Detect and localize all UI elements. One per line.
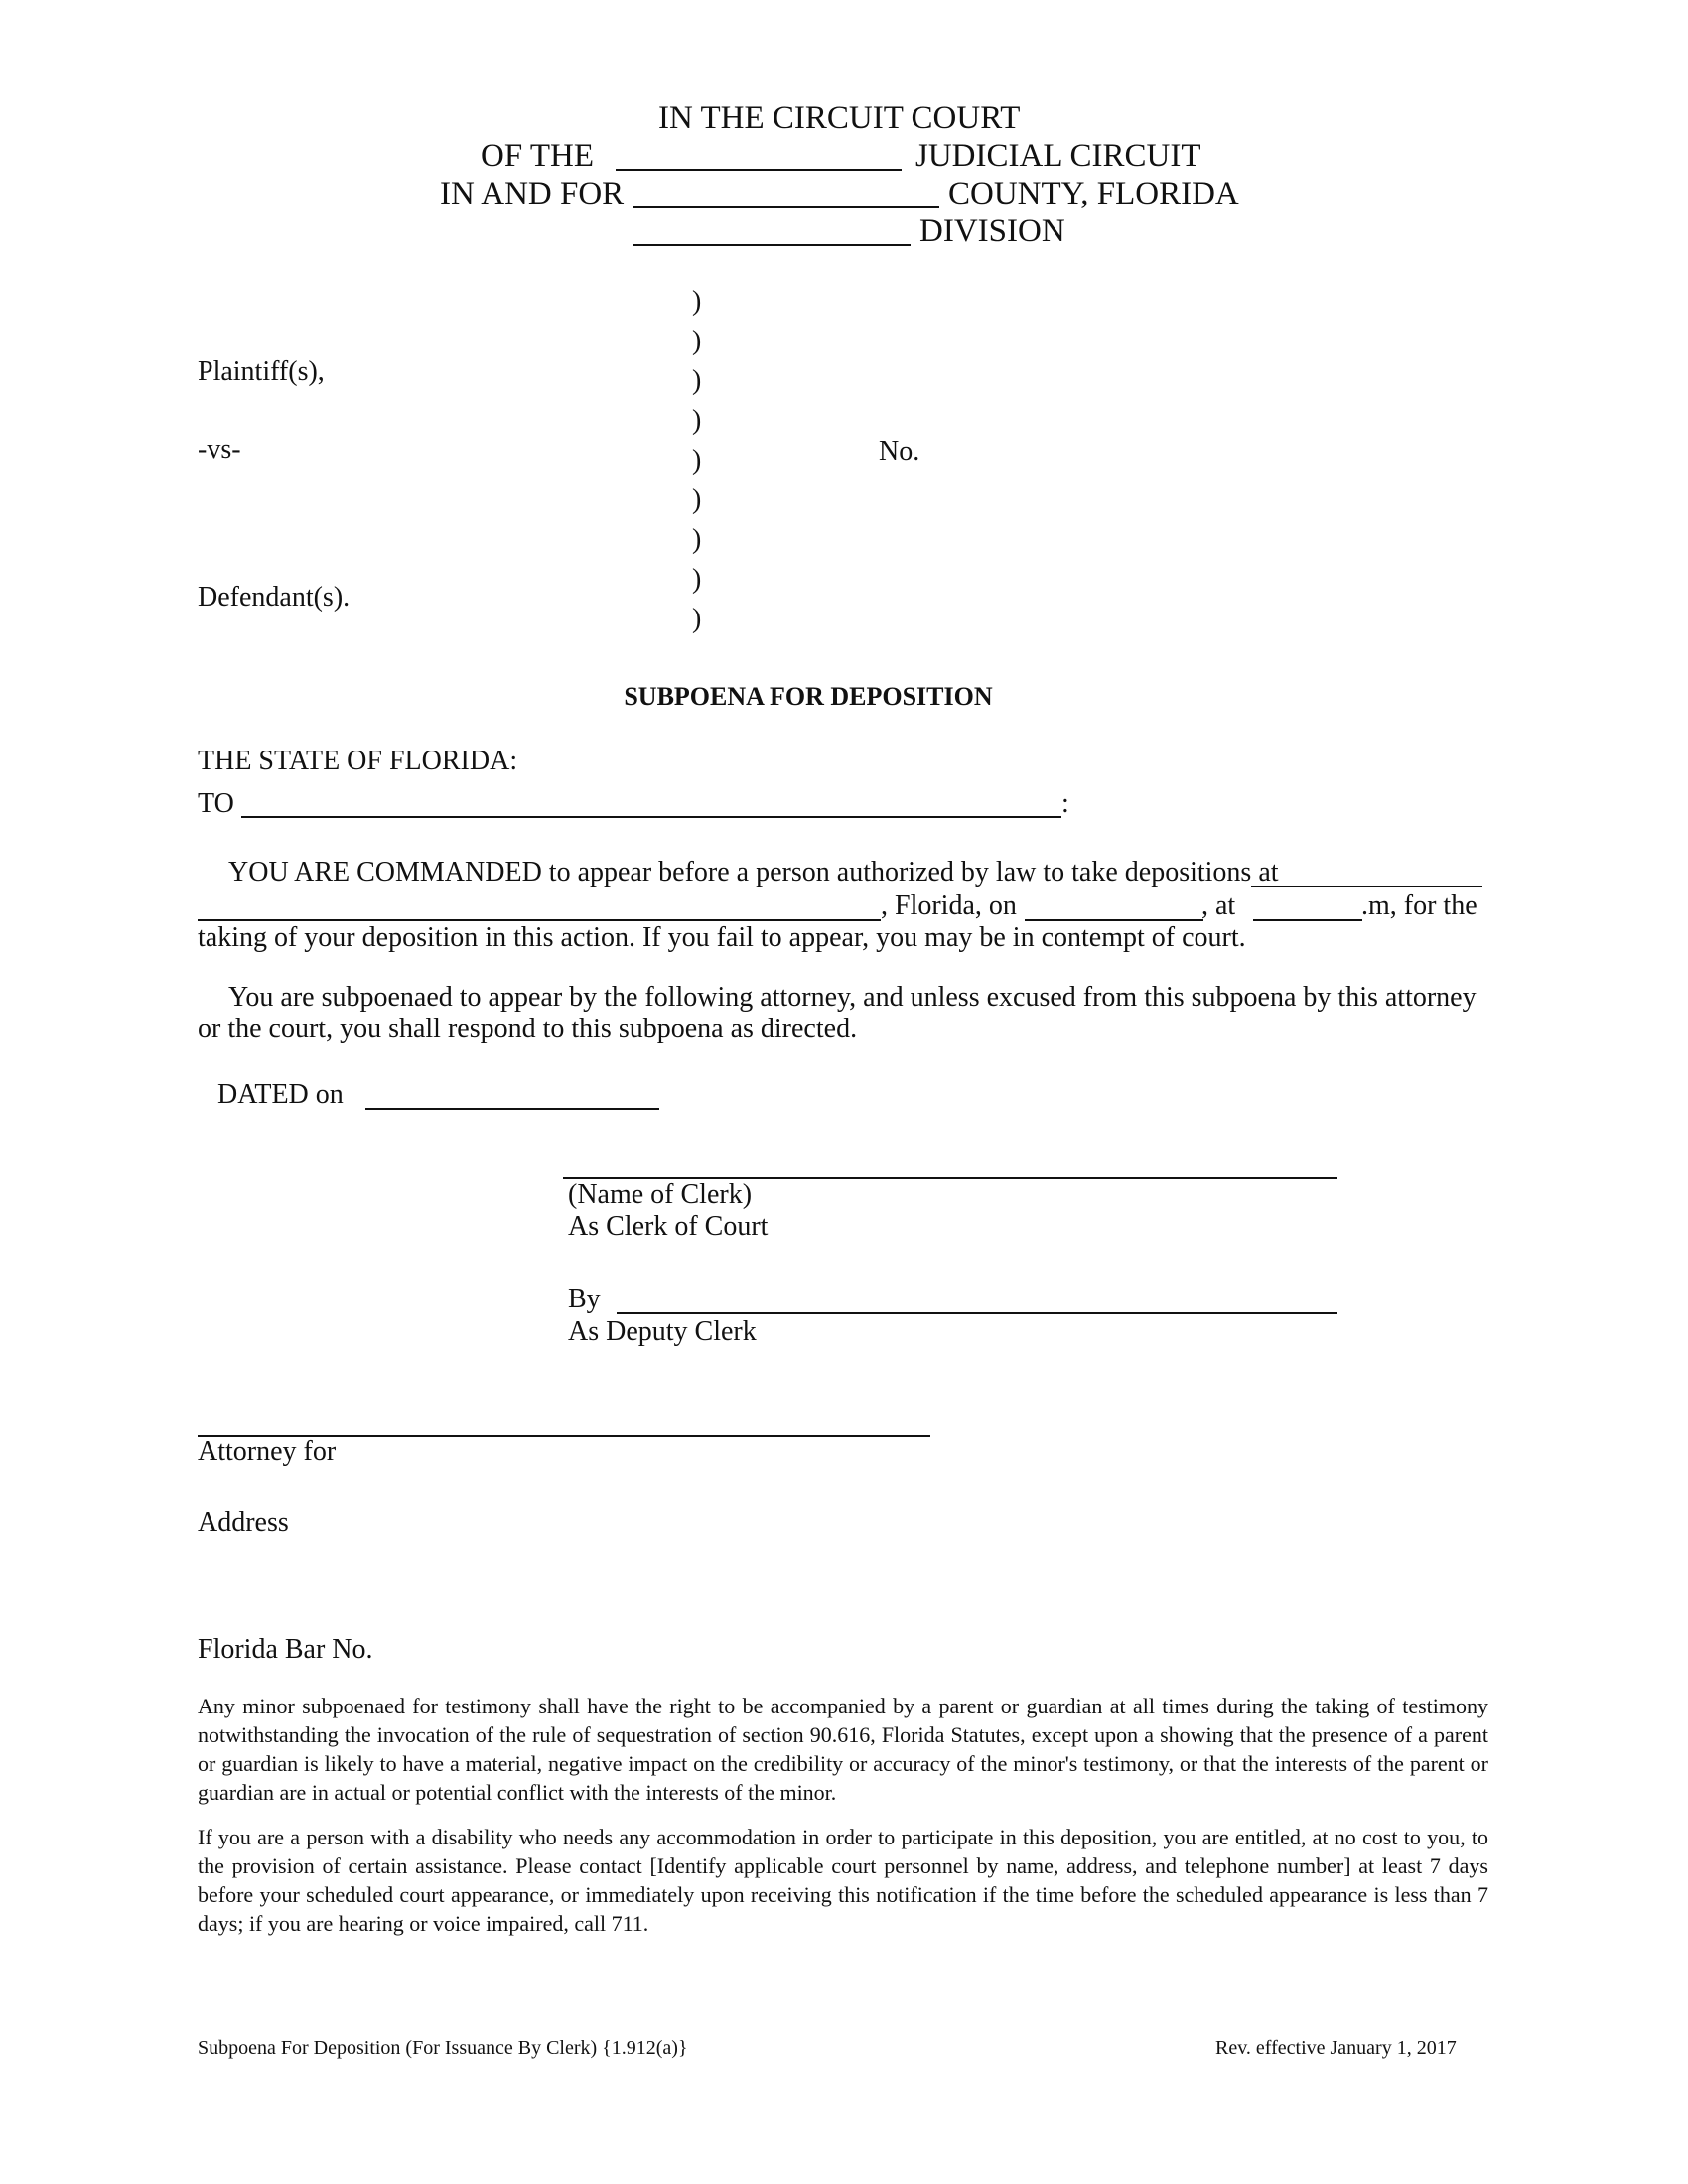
circuit-blank[interactable] xyxy=(616,169,902,171)
florida-on-text: , Florida, on xyxy=(881,890,1017,921)
court-title: IN THE CIRCUIT COURT xyxy=(658,100,1021,136)
subpoenaed-line-1: You are subpoenaed to appear by the following attorney, and unless excused from this subpoena by this attorney xyxy=(228,982,1477,1013)
caption-paren: ) xyxy=(692,445,702,476)
to-label: TO xyxy=(198,788,234,819)
attorney-for-label: Attorney for xyxy=(198,1436,337,1467)
deposition-location-blank[interactable] xyxy=(1251,886,1482,887)
state-line: THE STATE OF FLORIDA: xyxy=(198,746,518,776)
division-blank[interactable] xyxy=(633,244,911,246)
county-prefix: IN AND FOR xyxy=(440,176,625,211)
to-colon: : xyxy=(1061,788,1069,819)
footer-revision: Rev. effective January 1, 2017 xyxy=(1215,2037,1457,2059)
caption-paren: ) xyxy=(692,286,702,317)
county-blank[interactable] xyxy=(633,206,939,208)
command-line-1: YOU ARE COMMANDED to appear before a person authorized by law to take depositions at xyxy=(228,857,1279,887)
m-for-the-text: .m, for the xyxy=(1361,890,1477,921)
bar-number-label: Florida Bar No. xyxy=(198,1634,373,1665)
caption-paren: ) xyxy=(692,604,702,634)
case-number-label: No. xyxy=(879,436,920,467)
clerk-role: As Clerk of Court xyxy=(568,1211,769,1242)
at-text: , at xyxy=(1201,890,1236,921)
address-label: Address xyxy=(198,1507,289,1538)
county-suffix: COUNTY, FLORIDA xyxy=(948,176,1239,211)
footer-form-name: Subpoena For Deposition (For Issuance By Clerk) {1.912(a)} xyxy=(198,2037,688,2059)
plaintiff-label: Plaintiff(s), xyxy=(198,356,325,387)
dated-blank[interactable] xyxy=(365,1108,659,1110)
deposition-time-blank[interactable] xyxy=(1253,919,1362,921)
vs-label: -vs- xyxy=(198,434,241,465)
division-suffix: DIVISION xyxy=(919,213,1065,249)
minor-notice: Any minor subpoenaed for testimony shall have the right to be accompanied by a parent or guardian at all times during the taking of testimony notwithstanding the invocation of the rule of sequestration of section 90.616, Florida Statutes, except upon a showing that the presence of a parent or guardian is likely to have a material, negative impact on the credibility or accuracy of the minor's testimony, or that the interests of the parent or guardian are in actual or potential conflict with the interests of the minor. xyxy=(198,1694,1488,1805)
deputy-clerk-label: As Deputy Clerk xyxy=(568,1316,757,1347)
defendant-label: Defendant(s). xyxy=(198,582,351,613)
document-title: SUBPOENA FOR DEPOSITION xyxy=(624,682,993,711)
caption-paren: ) xyxy=(692,326,702,356)
circuit-prefix: OF THE xyxy=(481,138,594,174)
clerk-name: (Name of Clerk) xyxy=(568,1179,753,1210)
command-line-3: taking of your deposition in this action. If you fail to appear, you may be in contempt of court. xyxy=(198,922,1246,953)
caption-paren: ) xyxy=(692,405,702,436)
disability-notice: If you are a person with a disability who needs any accommodation in order to participate in this deposition, you are entitled, at no cost to you, to the provision of certain assistance. Please contact [Identify applicable court personnel by name, address, and telephone number] at least 7 days before your scheduled court appearance, or immediately upon receiving this notification if the time before the scheduled appearance is less than 7 days; if you are hearing or voice impaired, call 711. xyxy=(198,1825,1488,1936)
to-blank[interactable] xyxy=(241,816,1061,818)
dated-label: DATED on xyxy=(217,1079,344,1110)
deputy-signature-line[interactable] xyxy=(617,1312,1337,1314)
caption-paren: ) xyxy=(692,365,702,396)
caption-paren: ) xyxy=(692,484,702,515)
by-label: By xyxy=(568,1284,601,1314)
subpoenaed-line-2: or the court, you shall respond to this subpoena as directed. xyxy=(198,1014,858,1044)
circuit-suffix: JUDICIAL CIRCUIT xyxy=(915,138,1201,174)
caption-paren: ) xyxy=(692,524,702,555)
caption-paren: ) xyxy=(692,564,702,595)
